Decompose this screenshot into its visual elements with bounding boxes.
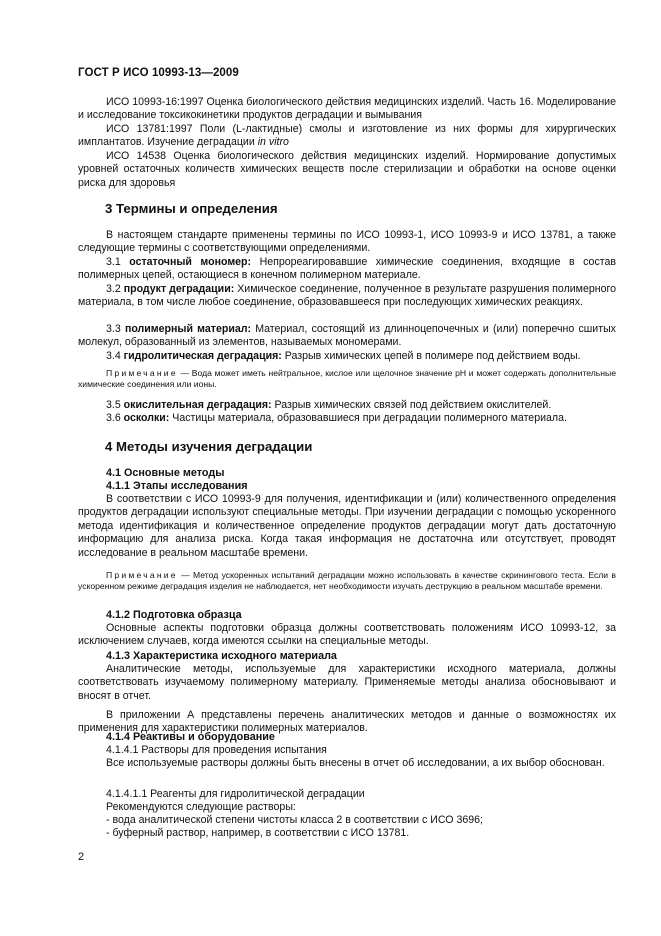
term-3-5: 3.5 окислительная деградация: Разрыв химических связей под действием окислителей. (106, 399, 552, 411)
para-4-1-4-1: Все используемые растворы должны быть внесены в отчет об исследовании, а их выбор обоснован. (106, 757, 605, 769)
section-3-title: 3 Термины и определения (105, 201, 278, 216)
term-3-3: 3.3 полимерный материал: Материал, состоящий из длинноцепочечных и (или) поперечно сшитых молекул, образованный из элементов, называемых мономерами. (78, 323, 616, 349)
term-3-2: 3.2 продукт деградации: Химическое соединение, полученное в результате разрушения полимерного материала, в том числе любое соединение, образовавшееся при последующих химических реакциях. (78, 283, 616, 309)
list-item: - вода аналитической степени чистоты класса 2 в соответствии с ИСО 3696; (106, 814, 483, 826)
note-4-1-1: Примечание — Метод ускоренных испытаний деградации можно использовать в качестве скринингового теста. Если в ускоренном режиме деградация изделия не наблюдается, нет необходимости изучать деструкцию в реальном масштабе времени. (78, 570, 616, 592)
subsection-4-1-3: 4.1.3 Характеристика исходного материала (106, 650, 337, 662)
list-item: - буферный раствор, например, в соответствии с ИСО 13781. (106, 827, 410, 839)
page-header: ГОСТ Р ИСО 10993-13—2009 (78, 67, 239, 79)
ref-iso-10993-16: ИСО 10993-16:1997 Оценка биологического действия медицинских изделий. Часть 16. Моделирование и исследование токсикокинетики продуктов деградации и вымывания (78, 96, 616, 122)
ref-iso-13781: ИСО 13781:1997 Поли (L-лактидные) смолы и изготовление из них формы для хирургических имплантатов. Изучение деградации in vitro (78, 123, 616, 149)
term-3-4: 3.4 гидролитическая деградация: Разрыв химических цепей в полимере под действием воды. (106, 350, 581, 362)
para-4-1-2: Основные аспекты подготовки образца должны соответствовать положениям ИСО 10993-12, за исключением случаев, когда имеются ссылки на специальные методы. (78, 622, 616, 648)
subsection-4-1: 4.1 Основные методы (106, 467, 225, 479)
page-number: 2 (78, 851, 85, 863)
note-3-4: Примечание — Вода может иметь нейтральное, кислое или щелочное значение pH и может содержать дополнительные химические соединения или ионы. (78, 368, 616, 390)
subsection-4-1-4-1: 4.1.4.1 Растворы для проведения испытания (106, 744, 327, 756)
para-4-1-1: В соответствии с ИСО 10993-9 для получения, идентификации и (или) количественного определения продуктов деградации используют специальные методы. При изучении деградации с помощью ускоренного метода идентификация и количественное определение продуктов деградации могут дать достаточную информацию для анализа риска. Когда такая информация не достаточна или отсутствует, проводят исследование в реальном масштабе времени. (78, 493, 616, 559)
term-3-1: 3.1 остаточный мономер: Непрореагировавшие химические соединения, входящие в состав полимерных цепей, остающиеся в конечном полимерном материале. (78, 256, 616, 282)
subsection-4-1-2: 4.1.2 Подготовка образца (106, 609, 242, 621)
subsection-4-1-1: 4.1.1 Этапы исследования (106, 480, 248, 492)
para-4-1-3-a: Аналитические методы, используемые для характеристики исходного материала, должны соответствовать изучаемому полимерному материалу. Применяемые методы анализа обосновывают и вносят в отчет. (78, 663, 616, 702)
para-4-1-4-1-1: Рекомендуются следующие растворы: (106, 801, 296, 813)
in-vitro-italic: in vitro (257, 136, 289, 149)
ref-iso-14538: ИСО 14538 Оценка биологического действия медицинских изделий. Нормирование допустимых уровней остаточных количеств химических веществ после стерилизации и обработки на основе оценки риска для здоровья (78, 150, 616, 189)
subsection-4-1-4: 4.1.4 Реактивы и оборудование (106, 731, 275, 743)
term-3-6: 3.6 осколки: Частицы материала, образовавшиеся при деградации полимерного материала. (106, 412, 567, 424)
subsection-4-1-4-1-1: 4.1.4.1.1 Реагенты для гидролитической деградации (106, 788, 365, 800)
para-4-1-3-b: В приложении А представлены перечень аналитических методов и данные о возможностях их применения для характеристики полимерных материалов. (78, 709, 616, 735)
section-3-intro: В настоящем стандарте применены термины по ИСО 10993-1, ИСО 10993-9 и ИСО 13781, а также следующие термины с соответствующими определениями. (78, 229, 616, 255)
section-4-title: 4 Методы изучения деградации (105, 439, 313, 454)
